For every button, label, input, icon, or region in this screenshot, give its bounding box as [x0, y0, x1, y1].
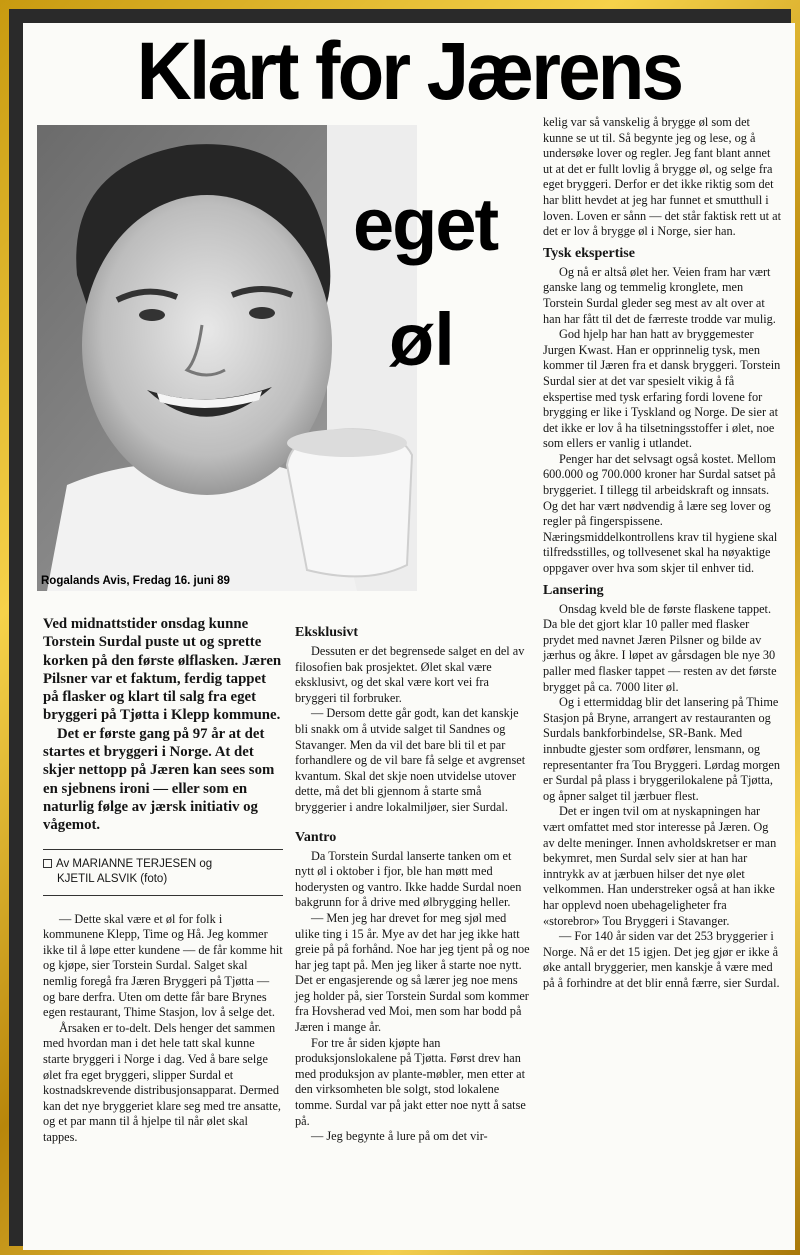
byline-divider	[43, 849, 283, 850]
portrait-photo	[37, 125, 498, 591]
paragraph: kelig var så vanskelig å brygge øl som det kunne se ut til. Så begynte jeg og lese, og å undersøke lover og regler. Jeg fant blant annet ut at det er fullt lovlig å brygge øl, og selge fra eget bryggeri. Derfor er det ikke riktig som det har blitt hevdet at jeg har funnet et smutthull i loven. Loven er sånn — det står faktisk rett ut at det er lov å brygge øl i Norge, sier han.	[543, 115, 782, 239]
paragraph: Onsdag kveld ble de første flaskene tappet. Da ble det gjort klar 10 paller med flasker prydet med navnet Jæren Pilsner og bilde av jærhus og åkre. I løpet av gårsdagen ble nye 30 paller med flasker tappet — resten av det første brygget på ca. 7000 liter øl.	[543, 601, 777, 694]
paragraph: Da Torstein Surdal lanserte tanken om et nytt øl i oktober i fjor, ble han møtt med hoderysten og vantro. Ikke hadde Surdal noen bakgrunn for å drive med ølbrygging heller.	[295, 848, 522, 910]
subheading-tysk-ekspertise: Tysk ekspertise	[543, 245, 635, 261]
byline	[43, 857, 283, 887]
paragraph: — For 140 år siden var det 253 bryggerier i Norge. Nå er det 15 igjen. Det jeg gjør er ikke å øke antall bryggerier, men kanskje å være med på å forhindre at det blir ennå færre, sier Surdal.	[543, 929, 780, 990]
paragraph: For tre år siden kjøpte han produksjonslokalene på Tjøtta. Først drev han med produksjon av plante-møbler, men etter at den virksomheten ble solgt, stod lokalene tomme. Surdal var på jakt etter noe nytt å satse på.	[295, 1035, 526, 1128]
paragraph: Årsaken er to-delt. Dels henger det sammen med hvordan man i det hele tatt skal kunne starte bryggeri i Norge i dag. Ved å bare selge ølet fra eget bryggeri, slipper Surdal et kostnadskrevende distribusjonsapparat. Dermed kan det nye bryggeriet klare seg med tre ansatte, og et par mann til å hjelpe til når ølet skal tappes.	[43, 1020, 281, 1144]
paragraph: — Dersom dette går godt, kan det kanskje bli snakk om å utvide salget til Sandnes og Stavanger. Men da vil det bare bli til et par forhandlere og de vil bare få selge et avgrenset kvantum. Skal det skje noen utvidelse utover dette, må det bli gjennom å starte små bryggerier i andre lokalmiljøer, sier Surdal.	[295, 706, 526, 814]
newspaper-clipping	[23, 23, 795, 1250]
column-3	[543, 115, 783, 991]
photo-overlay-word-ol: øl	[389, 298, 455, 381]
subheading-vantro: Vantro	[295, 829, 337, 845]
paragraph: Dessuten er det begrensede salget en del av filosofien bak prosjektet. Ølet skal være eksklusivt, og det skal være kort vei fra bryggeri til forbruker.	[295, 644, 525, 705]
paragraph: — Dette skal være et øl for folk i kommunene Klepp, Time og Hå. Jeg kommer ikke til å løpe etter kundene — de får komme hit og kjøpe, sier Torstein Surdal. Salget skal nemlig foregå fra Jæren Bryggeri på Tjøtta — og bare derfra. Uten om dette får bare Brynes egen restaurant, Thime Stasjon, lov å selge det.	[43, 911, 283, 1020]
column-1	[43, 615, 283, 1145]
byline-divider-bottom	[43, 895, 283, 896]
headline: Klart for Jærens	[136, 26, 682, 117]
subheading-lansering: Lansering	[543, 582, 604, 598]
paragraph: Penger har det selvsagt også kostet. Mellom 600.000 og 700.000 kroner har Surdal satset på bryggeriet. I tillegg til arbeidskraft og innsats. Og det har vært nødvendig å lære seg lover og regler på fingerspissene. Næringsmiddelkontrollens krav til hygiene skal tilfredsstilles, og tollvesenet skal ha nøyaktige oppgaver over hva som skjer til enhver tid.	[543, 451, 778, 576]
lede-paragraph-2: Det er første gang på 97 år at det startes et bryggeri i Norge. At det skjer nettopp på Jæren kan sees som en sjebnens ironi — eller som en naturlig følge av jærsk initiativ og vågemot.	[43, 725, 275, 834]
photo-caption: Rogalands Avis, Fredag 16. juni 89	[41, 575, 230, 587]
column-2	[295, 619, 533, 1145]
paragraph: God hjelp har han hatt av bryggemester Jurgen Kwast. Han er opprinnelig tysk, men kommer til Jæren fra et dansk bryggeri. Torstein Surdal sier at det var spesielt vikig å få ekspertise med tysk erfaring fordi lovene for brygging er like i Tyskland og Norge. De sier at det ikke er lov å ha tilsetningsstoffer i ølet, noe som ellers er vanlig i utlandet.	[543, 327, 781, 451]
byline-line-1: Av MARIANNE TERJESEN og	[56, 857, 213, 870]
subheading-eksklusivt: Eksklusivt	[295, 625, 359, 640]
paragraph: Og i ettermiddag blir det lansering på Thime Stasjon på Bryne, arrangert av restauranten og Surdals bankforbindelse, SR-Bank. Med innbudte gjester som ordfører, lensmann, og representanter fra Tou Bryggeri. Lørdag morgen er Surdal på plass i bryggerilokalene på Tjøtta, og åpner salget til jærbuer flest.	[543, 695, 781, 803]
photo-overlay-word-eget: eget	[353, 183, 498, 266]
frame-border	[9, 9, 791, 1246]
paragraph: Og nå er altså ølet her. Veien fram har vært ganske lang og temmelig kronglete, men Torstein Surdal gleder seg mest av alt over at han har fått til det de færreste trodde var mulig.	[543, 264, 776, 326]
byline-box-icon	[43, 859, 52, 868]
paragraph: — Men jeg har drevet for meg sjøl med ulike ting i 15 år. Mye av det har jeg ikke hatt greie på på forhånd. Noe har jeg tjent på og noe har jeg tapt på. Men jeg liker å starte noe nytt. Det er engasjerende og så lærer jeg noe mens jeg holder på, sier Torstein Surdal som kommer fra Hovsherad ved Moi, men som har bodd på Jæren i mange år.	[295, 910, 530, 1035]
column-1-body	[43, 912, 283, 1146]
paragraph: Det er ingen tvil om at nyskapningen har vært omfattet med stor interesse på Jæren. Og av delte meninger. Innen avholdskretser er man bekymret, men Surdal selv sier at han har inntrykk av at jærbuen hilser det nye ølet velkommen. Han understreker også at han ikke har opplevd noen ubehageligheter fra «storebror» Tou Bryggeri i Stavanger.	[543, 804, 777, 928]
lede	[43, 615, 283, 835]
lede-paragraph-1: Ved midnattstider onsdag kunne Torstein Surdal puste ut og sprette korken på den første ølflasken. Jæren Pilsner var et faktum, ferdig tappet på flasker og klart til salg fra eget bryggeri på Tjøtta i Klepp kommune.	[43, 616, 282, 724]
paragraph: — Jeg begynte å lure på om det vir-	[311, 1129, 488, 1144]
byline-line-2: KJETIL ALSVIK (foto)	[57, 872, 168, 885]
